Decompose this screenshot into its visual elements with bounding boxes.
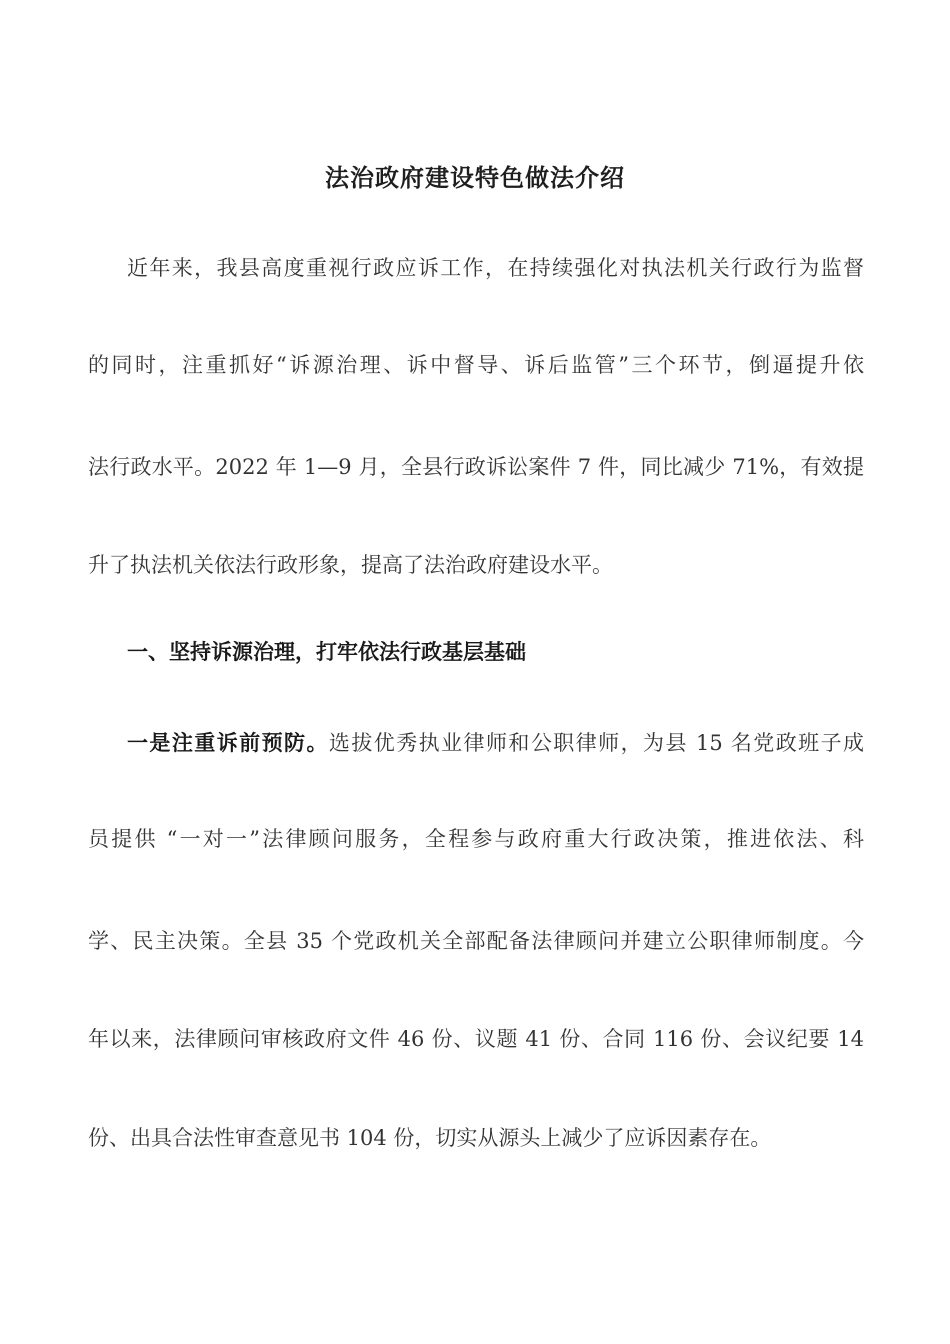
intro-line-1: 近年来，我县高度重视行政应诉工作，在持续强化对执法机关行政行为监督 bbox=[127, 256, 864, 280]
intro-line-3: 法行政水平。2022 年 1—9 月，全县行政诉讼案件 7 件，同比减少 71%，有效提 bbox=[88, 455, 864, 479]
item1-lead: 一是注重诉前预防。 bbox=[127, 730, 329, 755]
item1-line-4: 年以来，法律顾问审核政府文件 46 份、议题 41 份、合同 116 份、会议纪要 14 bbox=[88, 1027, 864, 1051]
intro-line-4: 升了执法机关依法行政形象，提高了法治政府建设水平。 bbox=[88, 553, 613, 577]
item1-line-1 bbox=[127, 728, 864, 758]
item1-line-2: 员提供 “一对一”法律顾问服务，全程参与政府重大行政决策，推进依法、科 bbox=[88, 827, 864, 851]
document-title: 法治政府建设特色做法介绍 bbox=[325, 163, 625, 192]
section-heading: 一、坚持诉源治理，打牢依法行政基层基础 bbox=[127, 639, 526, 664]
item1-line-5: 份、出具合法性审查意见书 104 份，切实从源头上减少了应诉因素存在。 bbox=[88, 1126, 772, 1150]
intro-line-2: 的同时，注重抓好“诉源治理、诉中督导、诉后监管”三个环节，倒逼提升依 bbox=[88, 353, 864, 377]
item1-line-3: 学、民主决策。全县 35 个党政机关全部配备法律顾问并建立公职律师制度。今 bbox=[88, 929, 864, 953]
item1-line-1-text: 选拔优秀执业律师和公职律师，为县 15 名党政班子成 bbox=[328, 731, 864, 755]
